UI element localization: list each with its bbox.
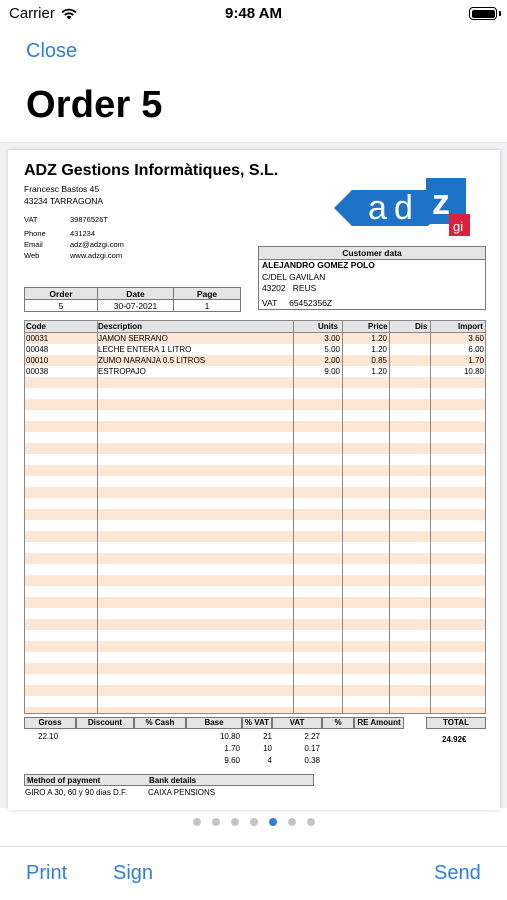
- re-pct-header: %: [322, 717, 354, 729]
- bank-details: CAIXA PENSIONS: [148, 788, 216, 797]
- close-button[interactable]: Close: [26, 40, 78, 62]
- row-stripes: [25, 333, 485, 713]
- page-dot[interactable]: [250, 818, 258, 826]
- customer-city-line: [259, 283, 485, 295]
- vat-pct-header: % VAT: [242, 717, 272, 729]
- total-header: TOTAL: [426, 717, 486, 729]
- row-description: JAMON SERRANO: [98, 334, 168, 343]
- page-dot[interactable]: [212, 818, 220, 826]
- battery-tip: [499, 11, 501, 16]
- col-description: Description: [98, 322, 143, 331]
- page-dot[interactable]: [193, 818, 201, 826]
- status-time: 9:48 AM: [225, 5, 282, 22]
- table-row: [25, 355, 485, 366]
- invoice-page[interactable]: [8, 150, 500, 810]
- row-description: ESTROPAJO: [98, 367, 146, 376]
- table-row: [25, 344, 485, 355]
- status-bar: [0, 0, 507, 28]
- web-label: Web: [24, 251, 40, 260]
- row-price: 1.20: [371, 345, 387, 354]
- page-number: 1: [174, 300, 241, 312]
- row-code: 00031: [26, 334, 49, 343]
- send-button[interactable]: Send: [434, 862, 481, 884]
- vat-label: VAT: [24, 215, 38, 224]
- line-items-table: [24, 320, 486, 714]
- sign-button[interactable]: Sign: [113, 862, 154, 884]
- row-code: 00048: [26, 345, 49, 354]
- order-header: Order: [25, 288, 98, 300]
- phone-label: Phone: [24, 229, 46, 238]
- gross-header: Gross: [24, 717, 76, 729]
- payment-section: [24, 774, 314, 798]
- page-dot[interactable]: [269, 818, 277, 826]
- vat-amount-value: 0.38: [304, 756, 320, 765]
- base-value: 1.70: [224, 744, 240, 753]
- company-phone: [24, 229, 95, 238]
- col-units: Units: [318, 322, 338, 331]
- base-value: 10.80: [219, 732, 240, 741]
- customer-city: REUS: [292, 283, 317, 293]
- row-units: 3.00: [324, 334, 340, 343]
- page-indicator[interactable]: [0, 818, 507, 830]
- web-value: www.adzgi.com: [70, 251, 123, 260]
- row-description: LECHE ENTERA 1 LITRO: [98, 345, 192, 354]
- bank-details-header: Bank details: [149, 776, 197, 785]
- customer-street: C/DEL GAVILAN: [262, 271, 326, 282]
- page-dot[interactable]: [231, 818, 239, 826]
- row-price: 1.20: [371, 367, 387, 376]
- row-code: 00038: [26, 367, 49, 376]
- table-row: [25, 366, 485, 377]
- customer-data-header: Customer data: [259, 247, 485, 260]
- row-import: 10.80: [463, 367, 484, 376]
- row-units: 5.00: [324, 345, 340, 354]
- base-header: Base: [186, 717, 242, 729]
- order-info-table: [24, 287, 241, 312]
- row-units: 2.00: [324, 356, 340, 365]
- adz-logo: [330, 172, 470, 236]
- col-code: Code: [26, 322, 46, 331]
- battery-icon: [469, 7, 497, 20]
- email-value: adz@adzgi.com: [70, 240, 124, 249]
- total-value: 24.92€: [442, 735, 467, 744]
- logo-letter-z: z: [432, 181, 450, 222]
- company-address-line2: 43234 TARRAGONA: [24, 196, 104, 206]
- company-web: [24, 251, 122, 260]
- carrier-label: Carrier: [9, 5, 55, 22]
- col-divider: [97, 321, 98, 713]
- order-date: 30-07-2021: [98, 300, 174, 312]
- col-price: Price: [368, 322, 388, 331]
- toolbar-divider: [0, 846, 507, 847]
- vat-amount-value: 2.27: [304, 732, 320, 741]
- vat-value: 39876526T: [70, 215, 108, 224]
- row-import: 3.60: [468, 334, 484, 343]
- row-price: 1.20: [371, 334, 387, 343]
- customer-vat: 65452356Z: [289, 297, 333, 308]
- customer-postal: 43202: [262, 283, 286, 293]
- gross-value: 22.10: [38, 732, 59, 741]
- vat-pct-value: 21: [263, 732, 272, 741]
- col-divider: [293, 321, 294, 713]
- email-label: Email: [24, 240, 43, 249]
- customer-vat-label: VAT: [262, 297, 278, 308]
- page-dot[interactable]: [288, 818, 296, 826]
- row-import: 6.00: [468, 345, 484, 354]
- col-divider: [342, 321, 343, 713]
- company-address-line1: Francesc Bastos 45: [24, 184, 100, 194]
- vat-amount-header: VAT: [272, 717, 322, 729]
- cash-header: % Cash: [134, 717, 186, 729]
- customer-vat-line: [259, 298, 485, 310]
- phone-value: 431234: [70, 229, 96, 238]
- customer-data-box: [258, 246, 486, 310]
- company-name: ADZ Gestions Informàtiques, S.L.: [24, 162, 279, 179]
- page-title: Order 5: [26, 84, 163, 126]
- base-value: 9.60: [224, 756, 240, 765]
- col-discount: Dis: [415, 322, 428, 331]
- company-email: [24, 240, 124, 249]
- re-amount-header: RE Amount: [354, 717, 404, 729]
- page-header: Page: [174, 288, 241, 300]
- date-header: Date: [98, 288, 174, 300]
- vat-pct-value: 4: [267, 756, 272, 765]
- logo-letter-d: d: [394, 189, 413, 227]
- row-code: 00010: [26, 356, 49, 365]
- col-divider: [430, 321, 431, 713]
- discount-header: Discount: [76, 717, 134, 729]
- logo-letter-a: a: [368, 189, 387, 227]
- col-divider: [389, 321, 390, 713]
- payment-method: GIRO A 30, 60 y 90 dias D.F.: [25, 788, 128, 797]
- company-vat: [24, 215, 108, 224]
- order-number: 5: [25, 300, 98, 312]
- customer-name: ALEJANDRO GOMEZ POLO: [262, 260, 375, 270]
- logo-gi: gi: [453, 219, 464, 234]
- col-import: Import: [458, 322, 483, 331]
- line-items-header: [25, 321, 485, 333]
- page-dot[interactable]: [307, 818, 315, 826]
- payment-method-header: Method of payment: [27, 776, 101, 785]
- table-row: [25, 333, 485, 344]
- payment-header-row: [24, 774, 314, 786]
- print-button[interactable]: Print: [26, 862, 68, 884]
- payment-value-row: [24, 786, 314, 798]
- vat-amount-value: 0.17: [304, 744, 320, 753]
- row-units: 9.00: [324, 367, 340, 376]
- row-price: 0.85: [371, 356, 387, 365]
- vat-pct-value: 10: [263, 744, 272, 753]
- row-description: ZUMO NARANJA 0.5 LITROS: [98, 356, 206, 365]
- row-import: 1.70: [468, 356, 484, 365]
